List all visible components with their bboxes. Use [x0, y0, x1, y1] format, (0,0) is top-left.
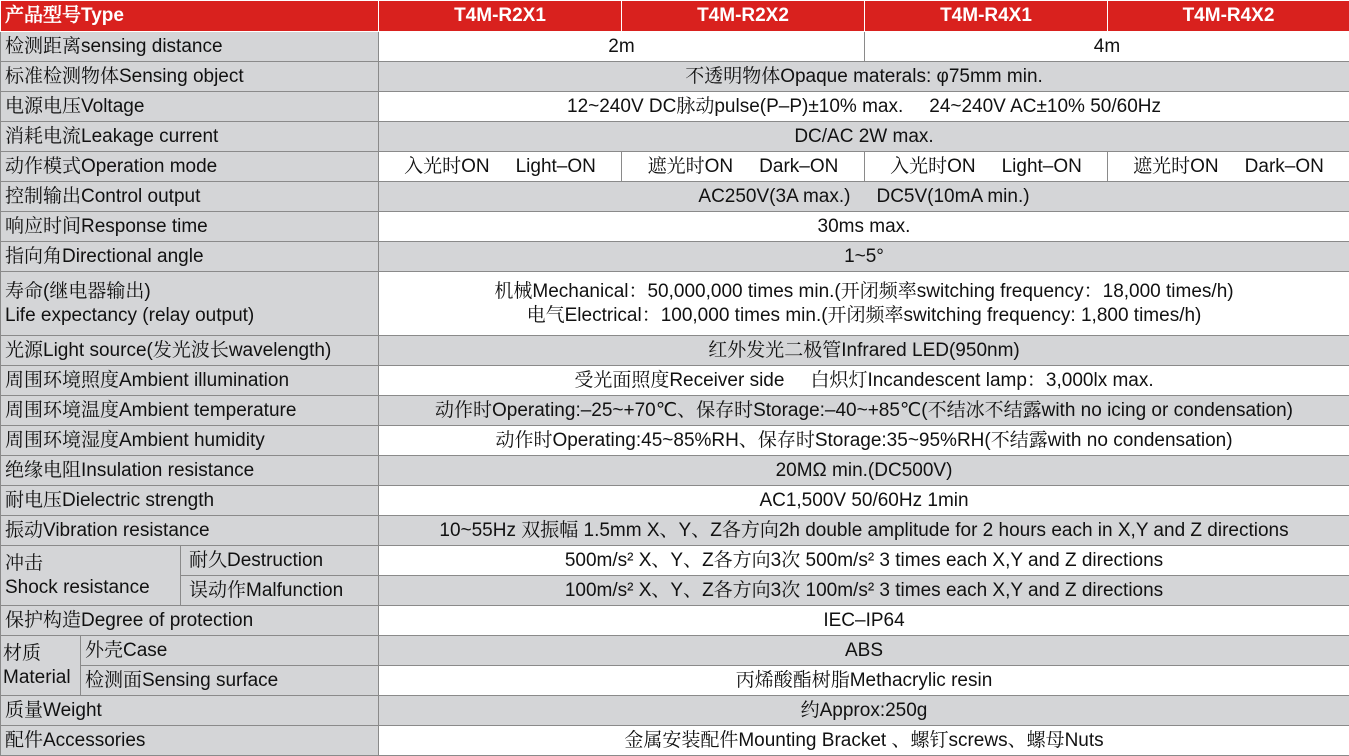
response-time-label: 响应时间Response time: [1, 212, 379, 242]
row-light-source: [1, 336, 1349, 366]
row-insulation: [1, 456, 1349, 486]
model-r2x1: T4M-R2X1: [379, 1, 622, 32]
accessories-label: 配件Accessories: [1, 726, 379, 756]
leakage-value: DC/AC 2W max.: [379, 122, 1349, 152]
voltage-label: 电源电压Voltage: [1, 92, 379, 122]
insulation-value: 20MΩ min.(DC500V): [379, 456, 1349, 486]
row-vibration: [1, 516, 1349, 546]
model-r4x1: T4M-R4X1: [865, 1, 1108, 32]
dielectric-label: 耐电压Dielectric strength: [1, 486, 379, 516]
shock-label-cn: 冲击: [5, 552, 174, 576]
row-weight: [1, 696, 1349, 726]
model-r2x2: T4M-R2X2: [622, 1, 865, 32]
directional-angle-value: 1~5°: [379, 242, 1349, 272]
life-electrical: 电气Electrical：100,000 times min.(开闭频率switching frequency: 1,800 times/h): [385, 304, 1343, 328]
sensing-object-label: 标准检测物体Sensing object: [1, 62, 379, 92]
insulation-label: 绝缘电阻Insulation resistance: [1, 456, 379, 486]
material-case-label: 外壳Case: [81, 636, 379, 666]
voltage-dc: 12~240V DC脉动pulse(P–P)±10% max.: [567, 96, 903, 117]
shock-label: [1, 546, 181, 606]
row-protection: [1, 606, 1349, 636]
operation-mode-label: 动作模式Operation mode: [1, 152, 379, 182]
row-sensing-object: [1, 62, 1349, 92]
shock-malfunction-label: 误动作Malfunction: [181, 576, 379, 606]
control-output-ac: AC250V(3A max.): [698, 186, 850, 207]
illumination-receiver: 受光面照度Receiver side: [574, 370, 784, 391]
row-directional-angle: [1, 242, 1349, 272]
mode-cn: 入光时ON: [404, 156, 490, 177]
material-label: [1, 636, 81, 696]
life-value: [379, 272, 1349, 336]
row-shock-malfunction: [1, 576, 1349, 606]
row-response-time: [1, 212, 1349, 242]
vibration-label: 振动Vibration resistance: [1, 516, 379, 546]
material-case-value: ABS: [379, 636, 1349, 666]
row-ambient-humidity: [1, 426, 1349, 456]
operation-mode-r2x2: [622, 152, 865, 182]
material-surface-label: 检测面Sensing surface: [81, 666, 379, 696]
light-source-label: 光源Light source(发光波长wavelength): [1, 336, 379, 366]
ambient-humidity-value: 动作时Operating:45~85%RH、保存时Storage:35~95%RH(不结露with no condensation): [379, 426, 1349, 456]
row-ambient-illumination: [1, 366, 1349, 396]
model-r4x2: T4M-R4X2: [1108, 1, 1349, 32]
directional-angle-label: 指向角Directional angle: [1, 242, 379, 272]
header-type-label: 产品型号Type: [1, 1, 379, 32]
life-label: [1, 272, 379, 336]
header-row: [1, 1, 1349, 32]
mode-en: Dark–ON: [1245, 156, 1324, 177]
voltage-value: [379, 92, 1349, 122]
material-label-cn: 材质: [3, 642, 74, 666]
response-time-value: 30ms max.: [379, 212, 1349, 242]
ambient-temperature-label: 周围环境温度Ambient temperature: [1, 396, 379, 426]
material-label-en: Material: [3, 666, 74, 690]
row-sensing-distance: [1, 32, 1349, 62]
row-voltage: [1, 92, 1349, 122]
operation-mode-r2x1: [379, 152, 622, 182]
material-surface-value: 丙烯酸酯树脂Methacrylic resin: [379, 666, 1349, 696]
row-shock-destruction: [1, 546, 1349, 576]
row-ambient-temperature: [1, 396, 1349, 426]
row-material-surface: [1, 666, 1349, 696]
control-output-dc: DC5V(10mA min.): [876, 186, 1029, 207]
operation-mode-r4x1: [865, 152, 1108, 182]
life-label-cn: 寿命(继电器输出): [5, 280, 372, 304]
ambient-humidity-label: 周围环境湿度Ambient humidity: [1, 426, 379, 456]
ambient-temperature-value: 动作时Operating:–25~+70℃、保存时Storage:–40~+85℃(不结冰不结露with no icing or condensation): [379, 396, 1349, 426]
dielectric-value: AC1,500V 50/60Hz 1min: [379, 486, 1349, 516]
row-leakage: [1, 122, 1349, 152]
row-accessories: [1, 726, 1349, 756]
control-output-value: [379, 182, 1349, 212]
sensing-object-value: 不透明物体Opaque materals: φ75mm min.: [379, 62, 1349, 92]
illumination-lamp: 白炽灯Incandescent lamp：3,000lx max.: [810, 370, 1153, 391]
accessories-value: 金属安装配件Mounting Bracket 、螺钉screws、螺母Nuts: [379, 726, 1349, 756]
vibration-value: 10~55Hz 双振幅 1.5mm X、Y、Z各方向2h double amplitude for 2 hours each in X,Y and Z directions: [379, 516, 1349, 546]
shock-malfunction-value: 100m/s² X、Y、Z各方向3次 100m/s² 3 times each X,Y and Z directions: [379, 576, 1349, 606]
leakage-label: 消耗电流Leakage current: [1, 122, 379, 152]
mode-en: Dark–ON: [759, 156, 838, 177]
ambient-illumination-label: 周围环境照度Ambient illumination: [1, 366, 379, 396]
weight-label: 质量Weight: [1, 696, 379, 726]
ambient-illumination-value: [379, 366, 1349, 396]
weight-value: 约Approx:250g: [379, 696, 1349, 726]
light-source-value: 红外发光二极管Infrared LED(950nm): [379, 336, 1349, 366]
protection-label: 保护构造Degree of protection: [1, 606, 379, 636]
control-output-label: 控制输出Control output: [1, 182, 379, 212]
row-control-output: [1, 182, 1349, 212]
shock-destruction-label: 耐久Destruction: [181, 546, 379, 576]
mode-en: Light–ON: [516, 156, 596, 177]
life-mechanical: 机械Mechanical：50,000,000 times min.(开闭频率switching frequency：18,000 times/h): [385, 280, 1343, 304]
shock-label-en: Shock resistance: [5, 576, 174, 600]
mode-en: Light–ON: [1002, 156, 1082, 177]
sensing-distance-r2: 2m: [379, 32, 865, 62]
shock-destruction-value: 500m/s² X、Y、Z各方向3次 500m/s² 3 times each X,Y and Z directions: [379, 546, 1349, 576]
sensing-distance-label: 检测距离sensing distance: [1, 32, 379, 62]
row-material-case: [1, 636, 1349, 666]
row-operation-mode: [1, 152, 1349, 182]
row-dielectric: [1, 486, 1349, 516]
mode-cn: 入光时ON: [890, 156, 976, 177]
sensing-distance-r4: 4m: [865, 32, 1349, 62]
life-label-en: Life expectancy (relay output): [5, 304, 372, 328]
mode-cn: 遮光时ON: [648, 156, 734, 177]
operation-mode-r4x2: [1108, 152, 1349, 182]
row-life-expectancy: [1, 272, 1349, 336]
protection-value: IEC–IP64: [379, 606, 1349, 636]
voltage-ac: 24~240V AC±10% 50/60Hz: [929, 96, 1161, 117]
mode-cn: 遮光时ON: [1133, 156, 1219, 177]
